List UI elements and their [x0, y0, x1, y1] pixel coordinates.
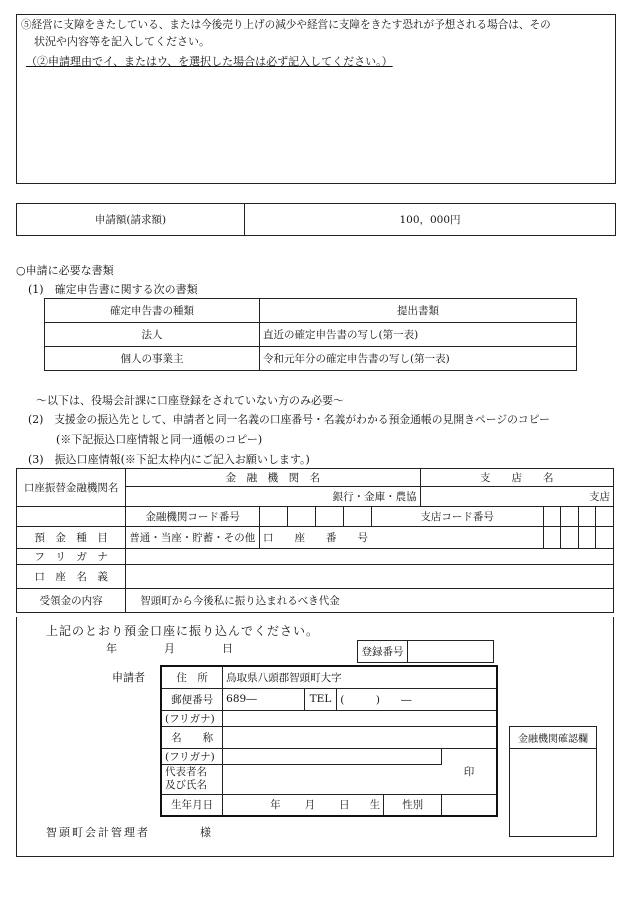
furigana-rep-field[interactable] — [223, 748, 442, 764]
documents-item1: (1) 確定申告書に関する次の書類 — [28, 283, 198, 296]
bank-label: 口座振替金融機関名 — [17, 469, 126, 507]
bank-code-digit[interactable] — [343, 507, 371, 527]
account-number-label-text: 口 座 番 号 — [263, 532, 369, 544]
bank-code-digit[interactable] — [315, 507, 343, 527]
account-table — [16, 468, 614, 613]
situation-line2: 状況や内容等を記入してください。 — [34, 35, 210, 48]
gender-field[interactable] — [442, 794, 497, 816]
bank-confirm-label: 金融機関確認欄 — [510, 727, 597, 749]
date-day: 日 — [222, 642, 233, 655]
account-digit[interactable] — [596, 527, 614, 549]
branch-code-digit[interactable] — [543, 507, 561, 527]
tel-label: TEL — [304, 688, 337, 710]
holder-label: 口 座 名 義 — [17, 565, 126, 589]
furigana-label: フ リ ガ ナ — [17, 549, 126, 565]
situation-note: （②申請理由でイ、またはウ、を選択した場合は必ず記入してください。） — [26, 55, 393, 68]
situation-line1: ⑤経営に支障をきたしている、または今後売り上げの減少や経営に支障をきたす恐れが予想される場合は、その — [21, 19, 551, 31]
account-digit[interactable] — [561, 527, 579, 549]
deposit-type-label: 預 金 種 目 — [17, 527, 126, 549]
table-header: 提出書類 — [260, 299, 577, 323]
tax-return-table — [44, 298, 577, 371]
table-row-type: 法人 — [45, 323, 260, 347]
request-statement: 上記のとおり預金口座に振り込んでください。 — [46, 624, 320, 638]
bank-name-field[interactable]: 銀行・金庫・農協 — [126, 487, 420, 507]
branch-code-digit[interactable] — [561, 507, 579, 527]
manager-sama: 様 — [200, 826, 211, 839]
blank-cell — [17, 507, 126, 527]
documents-item3: (3) 振込口座情報(※下記太枠内にご記入お願いします。) — [28, 453, 310, 466]
reg-no-label: 登録番号 — [358, 641, 408, 663]
table-header: 確定申告書の種類 — [45, 299, 260, 323]
amount-label: 申請額(請求額) — [17, 204, 245, 236]
birth-label: 生年月日 — [161, 794, 223, 816]
branch-code-digit[interactable] — [596, 507, 614, 527]
branch-name-field[interactable]: 支店 — [420, 487, 613, 507]
unregistered-note: ～以下は、役場会計課に口座登録をされていない方のみ必要～ — [36, 394, 344, 407]
documents-heading: ○申請に必要な書類 — [16, 264, 114, 277]
deposit-types[interactable]: 普通・当座・貯蓄・その他 — [126, 527, 260, 549]
documents-item2: (2) 支援金の振込先として、申請者と同一名義の口座番号・名義がわかる預金通帳の見開きページのコピー — [28, 413, 550, 426]
rep-label — [161, 764, 223, 794]
address-field[interactable]: 鳥取県八頭郡智頭町大字 — [223, 666, 497, 688]
reg-no-field[interactable] — [408, 641, 494, 663]
account-digit[interactable] — [543, 527, 561, 549]
applicant-label: 申請者 — [112, 671, 145, 684]
content-value: 智頭町から今後私に振り込まれるべき代金 — [126, 589, 614, 613]
name-field[interactable] — [223, 726, 497, 748]
date-year: 年 — [106, 642, 117, 655]
address-label: 住 所 — [161, 666, 223, 688]
furigana-field[interactable] — [126, 549, 614, 565]
date-month: 月 — [164, 642, 175, 655]
bank-code-label: 金融機関コード番号 — [126, 507, 260, 527]
postal-field[interactable]: 689― — [223, 688, 305, 710]
bank-confirm-table — [509, 726, 597, 837]
birth-day: 日 — [339, 799, 350, 812]
birth-year: 年 — [270, 799, 281, 812]
registration-table — [357, 640, 494, 663]
furigana-name-label: (フリガナ) — [161, 710, 223, 726]
bank-confirm-field[interactable] — [510, 749, 597, 837]
bank-code-digit[interactable] — [287, 507, 315, 527]
applicant-table — [160, 665, 498, 817]
birth-field[interactable] — [223, 794, 384, 816]
manager-label: 智頭町会計管理者 — [46, 826, 150, 839]
account-number-field[interactable] — [371, 527, 543, 549]
documents-item2-sub: (※下記振込口座情報と同一通帳のコピー) — [56, 433, 263, 446]
furigana-name-field[interactable] — [223, 710, 497, 726]
amount-value[interactable]: 100，000円 — [245, 204, 616, 236]
content-label: 受領金の内容 — [17, 589, 126, 613]
branch-code-digit[interactable] — [578, 507, 596, 527]
furigana-rep-label: (フリガナ) — [161, 748, 223, 764]
table-row-doc: 令和元年分の確定申告書の写し(第一表) — [260, 347, 577, 371]
bank-name-header: 金 融 機 関 名 — [126, 469, 420, 487]
branch-code-label: 支店コード番号 — [371, 507, 543, 527]
branch-name-header: 支 店 名 — [420, 469, 613, 487]
name-label: 名 称 — [161, 726, 223, 748]
account-number-label — [260, 527, 372, 549]
postal-label: 郵便番号 — [161, 688, 223, 710]
table-row-type: 個人の事業主 — [45, 347, 260, 371]
birth-month: 月 — [304, 799, 316, 812]
rep-label-line1: 代表者名 — [165, 766, 207, 778]
amount-table — [16, 203, 616, 236]
seal-cell — [442, 748, 497, 794]
rep-label-line2: 及び氏名 — [165, 779, 207, 791]
tel-field[interactable]: ( ) ― — [337, 688, 497, 710]
rep-field[interactable] — [223, 764, 442, 794]
seal-mark: 印 — [463, 765, 475, 778]
bank-code-digit[interactable] — [260, 507, 288, 527]
table-row-doc: 直近の確定申告書の写し(第一表) — [260, 323, 577, 347]
birth-suffix: 生 — [369, 799, 381, 812]
gender-label: 性別 — [384, 794, 442, 816]
holder-field[interactable] — [126, 565, 614, 589]
account-digit[interactable] — [578, 527, 596, 549]
